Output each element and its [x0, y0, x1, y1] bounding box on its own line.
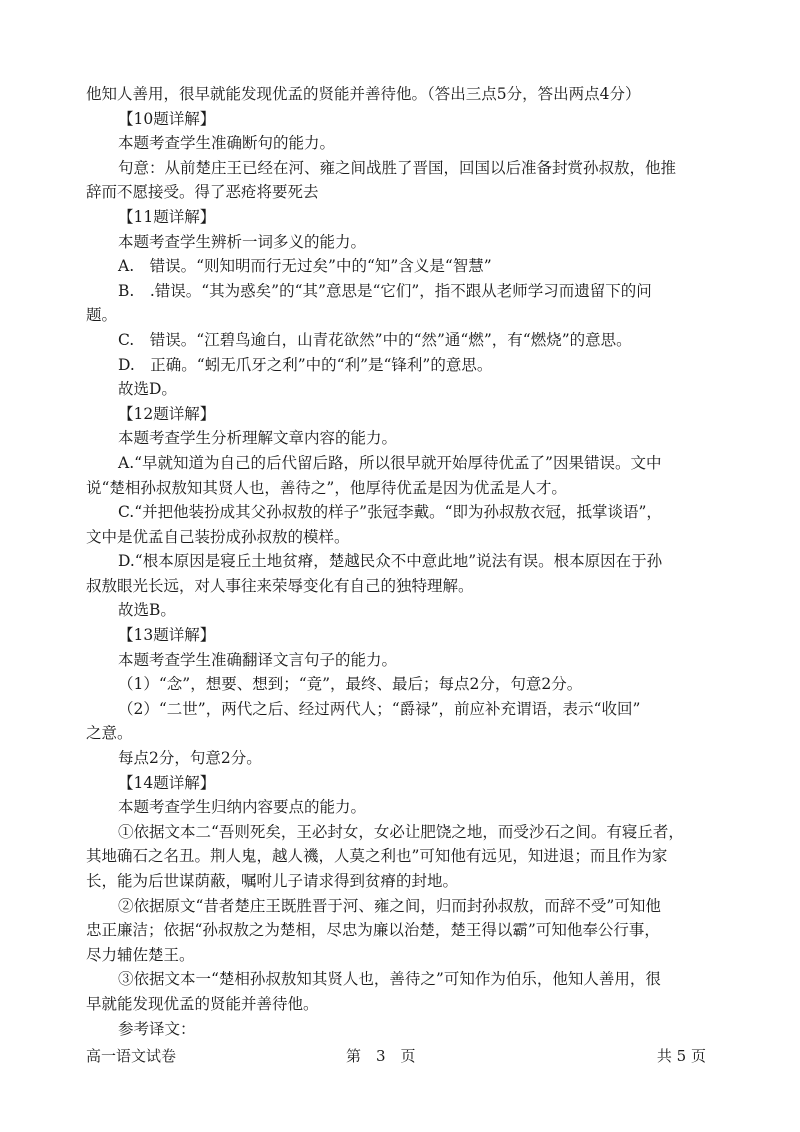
text-line: 本题考查学生辨析一词多义的能力。	[118, 232, 367, 251]
text-line: 参考译文：	[118, 1019, 196, 1038]
option-line: D. 正确。“蚓无爪牙之利”中的“利”是“锋利”的意思。	[118, 355, 493, 374]
answer-line: 故选B。	[118, 601, 176, 620]
text-line: 句意：从前楚庄王已经在河、雍之间战胜了晋国，回国以后准备封赏孙叔敖，他推	[118, 158, 677, 177]
text-line: 题。	[86, 306, 118, 325]
option-line: A. 错误。“则知明而行无过矣”中的“知”含义是“智慧”	[118, 257, 492, 276]
text-line: 其地确石之名丑。荆人鬼，越人禨，人莫之利也”可知他有远见，知进退；而且作为家	[86, 847, 668, 866]
text-line: 本题考查学生分析理解文章内容的能力。	[118, 429, 398, 448]
text-line: 他知人善用，很早就能发现优孟的贤能并善待他。（答出三点5分，答出两点4分）	[86, 85, 641, 103]
text-line: 早就能发现优孟的贤能并善待他。	[86, 994, 319, 1013]
option-line: C. 错误。“江碧鸟逾白，山青花欲然”中的“然”通“燃”，有“燃烧”的意思。	[118, 330, 632, 349]
text-line: 本题考查学生准确翻译文言句子的能力。	[118, 650, 398, 669]
section-heading: 【12题详解】	[118, 404, 216, 423]
text-line: ①依据文本二“吾则死矣，王必封女，女必让肥饶之地，而受沙石之间。有寝丘者，	[118, 822, 684, 841]
text-line: 本题考查学生准确断句的能力。	[118, 134, 336, 153]
page-footer	[86, 1045, 706, 1069]
text-line: 之意。	[86, 724, 133, 743]
section-heading: 【10题详解】	[118, 109, 216, 128]
option-line: B. .错误。“其为惑矣”的“其”意思是“它们”，指不跟从老师学习而遗留下的问	[118, 281, 652, 300]
text-line: 文中是优孟自己装扮成孙叔敖的模样。	[86, 527, 350, 546]
section-heading: 【14题详解】	[118, 773, 216, 792]
page-body	[86, 82, 706, 1041]
text-line: 长，能为后世谋荫蔽，嘱咐儿子请求得到贫瘠的封地。	[86, 872, 459, 890]
section-heading: 【13题详解】	[118, 626, 216, 645]
text-line: （2）“二世”，两代之后、经过两代人；“爵禄”，前应补充谓语，表示“收回”	[118, 699, 641, 718]
section-heading: 【11题详解】	[118, 207, 216, 226]
text-line: （1）“念”，想要、想到；“竟”，最终、最后；每点2分，句意2分。	[118, 675, 583, 694]
text-line: 忠正廉洁；依据“孙叔敖之为楚相，尽忠为廉以治楚，楚王得以霸”可知他奉公行事，	[86, 921, 660, 940]
text-line: 说“楚相孙叔敖知其贤人也，善待之”，他厚待优孟是因为优孟是人才。	[86, 478, 567, 497]
footer-exam-title: 高一语文试卷	[86, 1047, 177, 1065]
footer-page-number: 第 3 页	[346, 1047, 416, 1065]
text-line: 叔敖眼光长远，对人事往来荣辱变化有自己的独特理解。	[86, 576, 474, 595]
option-line: D.“根本原因是寝丘土地贫瘠，楚越民众不中意此地”说法有误。根本原因在于孙	[118, 552, 663, 571]
text-line: 辞而不愿接受。得了恶疮将要死去	[86, 183, 319, 202]
text-line: ③依据文本一“楚相孙叔敖知其贤人也，善待之”可知作为伯乐，他知人善用，很	[118, 970, 661, 989]
text-line: 尽力辅佐楚王。	[86, 945, 195, 964]
text-line: 每点2分，句意2分。	[118, 749, 262, 768]
text-line: ②依据原文“昔者楚庄王既胜晋于河、雍之间，归而封孙叔敖，而辞不受”可知他	[118, 896, 661, 915]
option-line: C.“并把他装扮成其父孙叔敖的样子”张冠李戴。“即为孙叔敖衣冠，抵掌谈语”，	[118, 503, 662, 522]
text-line: 本题考查学生归纳内容要点的能力。	[118, 798, 367, 817]
footer-page-total: 共 5 页	[656, 1047, 706, 1065]
option-line: A.“早就知道为自己的后代留后路，所以很早就开始厚待优孟了”因果错误。文中	[118, 453, 662, 472]
answer-line: 故选D。	[118, 380, 177, 399]
